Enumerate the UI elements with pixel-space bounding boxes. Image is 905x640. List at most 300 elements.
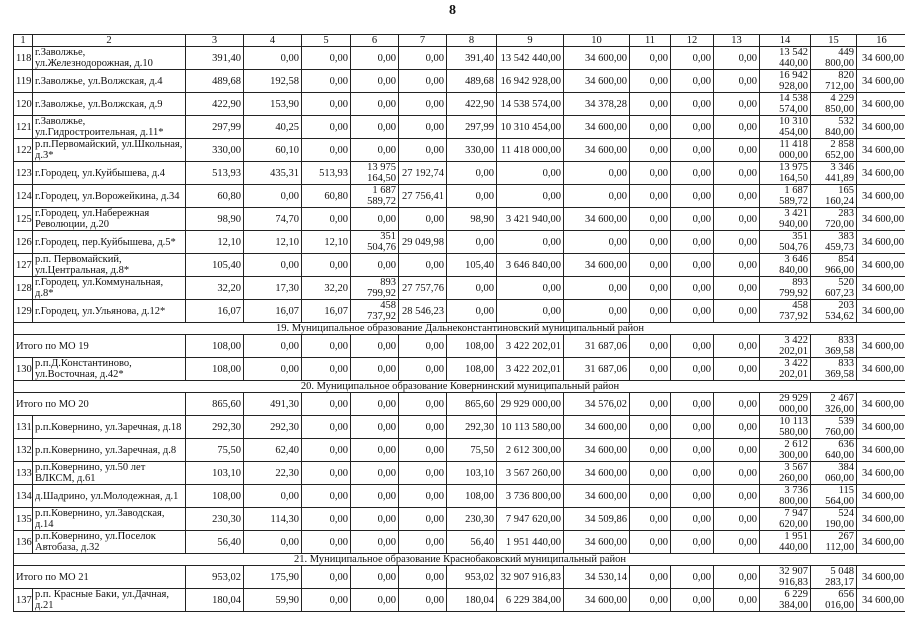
table-cell: 5 048 283,17 [811,566,857,589]
table-cell: 34 600,00 [857,462,905,485]
table-row [14,277,905,300]
table-cell: 0,00 [302,208,351,231]
table-cell: 34 600,00 [857,139,905,162]
table-row [14,462,905,485]
table-cell: 0,00 [399,531,447,554]
table-cell: 2 467 326,00 [811,393,857,416]
table-row [14,70,905,93]
table-cell: 34 530,14 [564,566,630,589]
table-cell: 458 737,92 [351,300,399,323]
table-cell: 12,10 [302,231,351,254]
table-cell: 3 422 202,01 [497,358,564,381]
table-cell: 297,99 [186,116,244,139]
table-row [14,485,905,508]
table-cell: 34 600,00 [857,277,905,300]
table-cell: 0,00 [302,508,351,531]
table-cell: 12,10 [186,231,244,254]
table-cell: 0,00 [351,531,399,554]
table-cell: 0,00 [714,231,760,254]
table-cell: 0,00 [671,508,714,531]
row-number: 120 [14,93,33,116]
address-cell: г.Городец, ул.Набережная Революции, д.20 [33,208,186,231]
section-title: 19. Муниципальное образование Дальнеконстантиновский муниципальный район [14,323,905,335]
table-cell: 16 942 928,00 [497,70,564,93]
row-number: 129 [14,300,33,323]
table-cell: 458 737,92 [760,300,811,323]
table-cell: 203 534,62 [811,300,857,323]
table-cell: 0,00 [630,335,671,358]
table-cell: 34 600,00 [857,416,905,439]
column-header: 4 [244,35,302,47]
table-cell: 56,40 [447,531,497,554]
table-cell: 10 310 454,00 [497,116,564,139]
table-cell: 115 564,00 [811,485,857,508]
table-cell: 0,00 [399,358,447,381]
row-number: 121 [14,116,33,139]
column-header: 10 [564,35,630,47]
table-cell: 75,50 [186,439,244,462]
address-cell: г.Заволжье, ул.Волжская, д.9 [33,93,186,116]
table-cell: 0,00 [671,462,714,485]
table-cell: 0,00 [244,485,302,508]
table-cell: 383 459,73 [811,231,857,254]
table-cell: 0,00 [302,439,351,462]
table-cell: 105,40 [447,254,497,277]
table-cell: 34 600,00 [564,439,630,462]
address-cell: г.Заволжье, ул.Волжская, д.4 [33,70,186,93]
table-cell: 34 600,00 [564,485,630,508]
table-cell: 34 600,00 [857,70,905,93]
table-cell: 4 229 850,00 [811,93,857,116]
table-cell: 0,00 [302,70,351,93]
table-cell: 3 422 202,01 [760,335,811,358]
table-cell: 34 600,00 [857,508,905,531]
table-cell: 0,00 [351,462,399,485]
table-cell: 108,00 [447,335,497,358]
table-cell: 29 929 000,00 [760,393,811,416]
table-cell: 0,00 [671,254,714,277]
table-cell: 32,20 [302,277,351,300]
table-cell: 0,00 [244,254,302,277]
table-cell: 0,00 [630,93,671,116]
table-cell: 230,30 [447,508,497,531]
table-cell: 0,00 [630,439,671,462]
table-cell: 0,00 [630,47,671,70]
table-cell: 292,30 [447,416,497,439]
table-cell: 108,00 [447,485,497,508]
address-cell: р.п.Д.Константиново, ул.Восточная, д.42* [33,358,186,381]
table-cell: 0,00 [564,300,630,323]
column-header: 5 [302,35,351,47]
table-cell: 12,10 [244,231,302,254]
table-cell: 3 736 800,00 [497,485,564,508]
table-cell: 0,00 [630,254,671,277]
table-cell: 0,00 [399,93,447,116]
table-row [14,47,905,70]
table-cell: 0,00 [630,162,671,185]
total-row [14,393,905,416]
table-cell: 0,00 [671,439,714,462]
table-cell: 0,00 [714,335,760,358]
table-cell: 0,00 [399,335,447,358]
table-cell: 0,00 [302,462,351,485]
table-cell: 34 600,00 [857,485,905,508]
table-cell: 0,00 [671,277,714,300]
address-cell: р.п.Ковернино, ул.Заводская, д.14 [33,508,186,531]
table-cell: 283 720,00 [811,208,857,231]
table-cell: 0,00 [351,70,399,93]
table-cell: 0,00 [630,70,671,93]
row-number: 118 [14,47,33,70]
table-cell: 0,00 [302,335,351,358]
row-number: 133 [14,462,33,485]
table-cell: 3 422 202,01 [760,358,811,381]
column-header: 3 [186,35,244,47]
table-cell: 0,00 [714,358,760,381]
table-cell: 0,00 [497,300,564,323]
table-row [14,531,905,554]
table-cell: 0,00 [399,393,447,416]
address-cell: г.Заволжье, ул.Гидростроительная, д.11* [33,116,186,139]
table-cell: 0,00 [714,393,760,416]
table-cell: 31 687,06 [564,335,630,358]
table-cell: 34 600,00 [857,254,905,277]
table-cell: 532 840,00 [811,116,857,139]
table-cell: 27 757,76 [399,277,447,300]
table-cell: 34 600,00 [857,439,905,462]
table-cell: 175,90 [244,566,302,589]
row-number: 135 [14,508,33,531]
table-cell: 34 600,00 [857,566,905,589]
table-cell: 636 640,00 [811,439,857,462]
table-cell: 0,00 [399,566,447,589]
table-cell: 0,00 [351,116,399,139]
section-title: 20. Муниципальное образование Ковернинский муниципальный район [14,381,905,393]
table-cell: 108,00 [186,485,244,508]
table-cell: 0,00 [714,485,760,508]
column-header: 6 [351,35,399,47]
table-row [14,439,905,462]
table-cell: 0,00 [671,70,714,93]
table-cell: 0,00 [302,93,351,116]
table-cell: 34 600,00 [857,185,905,208]
row-number: 134 [14,485,33,508]
table-cell: 0,00 [630,589,671,612]
table-cell: 0,00 [671,139,714,162]
table-cell: 180,04 [447,589,497,612]
column-header: 9 [497,35,564,47]
table-cell: 0,00 [447,300,497,323]
table-cell: 75,50 [447,439,497,462]
table-cell: 0,00 [671,589,714,612]
address-cell: г.Городец, ул.Куйбышева, д.4 [33,162,186,185]
budget-table [13,34,905,612]
table-cell: 292,30 [186,416,244,439]
table-cell: 0,00 [399,47,447,70]
table-cell: 0,00 [630,485,671,508]
table-cell: 34 576,02 [564,393,630,416]
table-cell: 422,90 [186,93,244,116]
table-cell: 0,00 [399,139,447,162]
table-cell: 0,00 [399,485,447,508]
table-cell: 0,00 [630,566,671,589]
table-cell: 34 600,00 [564,416,630,439]
table-cell: 0,00 [244,531,302,554]
table-row [14,358,905,381]
table-cell: 34 600,00 [857,358,905,381]
table-cell: 34 600,00 [857,208,905,231]
table-cell: 0,00 [399,508,447,531]
column-header: 12 [671,35,714,47]
table-cell: 0,00 [630,508,671,531]
table-cell: 13 542 440,00 [760,47,811,70]
table-cell: 34 378,28 [564,93,630,116]
table-cell: 0,00 [447,185,497,208]
table-cell: 0,00 [399,254,447,277]
section-row [14,381,905,393]
page-number: 8 [449,3,456,18]
column-header: 16 [857,35,905,47]
table-cell: 32,20 [186,277,244,300]
table-cell: 98,90 [186,208,244,231]
table-cell: 31 687,06 [564,358,630,381]
table-row [14,208,905,231]
table-cell: 0,00 [399,416,447,439]
table-cell: 1 951 440,00 [760,531,811,554]
table-cell: 0,00 [302,393,351,416]
table-row [14,116,905,139]
table-cell: 0,00 [399,462,447,485]
column-header: 14 [760,35,811,47]
table-cell: 833 369,58 [811,335,857,358]
table-cell: 13 975 164,50 [760,162,811,185]
row-number: 119 [14,70,33,93]
table-cell: 0,00 [399,208,447,231]
table-cell: 56,40 [186,531,244,554]
table-cell: 0,00 [351,93,399,116]
table-cell: 0,00 [671,300,714,323]
table-cell: 0,00 [497,277,564,300]
table-cell: 103,10 [186,462,244,485]
table-cell: 330,00 [447,139,497,162]
column-header: 7 [399,35,447,47]
total-label: Итого по МО 20 [14,393,186,416]
address-cell: р.п.Первомайский, ул.Школьная, д.3* [33,139,186,162]
table-cell: 435,31 [244,162,302,185]
table-cell: 0,00 [714,439,760,462]
table-cell: 192,58 [244,70,302,93]
table-cell: 330,00 [186,139,244,162]
table-cell: 0,00 [302,589,351,612]
table-cell: 60,10 [244,139,302,162]
table-cell: 10 310 454,00 [760,116,811,139]
table-cell: 13 975 164,50 [351,162,399,185]
table-cell: 34 600,00 [857,162,905,185]
table-cell: 34 600,00 [857,335,905,358]
table-cell: 0,00 [399,589,447,612]
table-cell: 0,00 [630,208,671,231]
table-cell: 0,00 [497,231,564,254]
table-cell: 0,00 [497,185,564,208]
table-cell: 0,00 [714,300,760,323]
table-cell: 34 600,00 [564,116,630,139]
address-cell: г.Городец, ул.Коммунальная, д.8* [33,277,186,300]
table-cell: 0,00 [302,566,351,589]
table-cell: 0,00 [714,208,760,231]
row-number: 125 [14,208,33,231]
table-cell: 108,00 [186,358,244,381]
table-cell: 180,04 [186,589,244,612]
table-cell: 34 600,00 [857,589,905,612]
table-cell: 34 600,00 [564,254,630,277]
table-cell: 0,00 [714,462,760,485]
table-cell: 22,30 [244,462,302,485]
table-cell: 0,00 [447,162,497,185]
table-cell: 105,40 [186,254,244,277]
table-cell: 854 966,00 [811,254,857,277]
table-cell: 0,00 [714,116,760,139]
table-cell: 0,00 [630,358,671,381]
table-cell: 0,00 [351,335,399,358]
column-header: 11 [630,35,671,47]
table-cell: 6 229 384,00 [760,589,811,612]
table-cell: 0,00 [671,116,714,139]
table-cell: 0,00 [671,393,714,416]
table-row [14,231,905,254]
table-cell: 0,00 [714,531,760,554]
address-cell: р.п. Красные Баки, ул.Дачная, д.21 [33,589,186,612]
table-cell: 7 947 620,00 [497,508,564,531]
table-cell: 0,00 [399,439,447,462]
table-cell: 351 504,76 [760,231,811,254]
table-cell: 60,80 [186,185,244,208]
table-row [14,162,905,185]
total-label: Итого по МО 19 [14,335,186,358]
table-row [14,254,905,277]
table-cell: 16,07 [302,300,351,323]
table-cell: 0,00 [714,508,760,531]
total-row [14,335,905,358]
total-row [14,566,905,589]
table-cell: 108,00 [447,358,497,381]
table-cell: 656 016,00 [811,589,857,612]
row-number: 128 [14,277,33,300]
table-cell: 16 942 928,00 [760,70,811,93]
table-cell: 0,00 [714,93,760,116]
table-cell: 833 369,58 [811,358,857,381]
section-title: 21. Муниципальное образование Краснобаковский муниципальный район [14,554,905,566]
table-cell: 0,00 [714,185,760,208]
table-cell: 32 907 916,83 [760,566,811,589]
table-cell: 0,00 [351,508,399,531]
address-cell: д.Шадрино, ул.Молодежная, д.1 [33,485,186,508]
table-cell: 34 600,00 [564,589,630,612]
table-cell: 0,00 [302,47,351,70]
column-header: 2 [33,35,186,47]
table-cell: 449 800,00 [811,47,857,70]
table-cell: 0,00 [351,393,399,416]
table-cell: 0,00 [671,485,714,508]
table-cell: 391,40 [186,47,244,70]
table-cell: 0,00 [630,462,671,485]
table-cell: 953,02 [447,566,497,589]
address-cell: р.п.Ковернино, ул.50 лет ВЛКСМ, д.61 [33,462,186,485]
table-cell: 0,00 [671,531,714,554]
section-row [14,323,905,335]
row-number: 130 [14,358,33,381]
column-header: 1 [14,35,33,47]
table-cell: 0,00 [630,139,671,162]
table-cell: 0,00 [302,139,351,162]
address-cell: г.Заволжье, ул.Железнодорожная, д.10 [33,47,186,70]
table-cell: 13 542 440,00 [497,47,564,70]
table-cell: 0,00 [630,116,671,139]
table-cell: 0,00 [630,393,671,416]
table-cell: 0,00 [630,185,671,208]
table-cell: 351 504,76 [351,231,399,254]
table-row [14,93,905,116]
table-cell: 865,60 [447,393,497,416]
row-number: 127 [14,254,33,277]
table-row [14,589,905,612]
table-cell: 0,00 [714,277,760,300]
table-cell: 10 113 580,00 [497,416,564,439]
table-cell: 0,00 [714,416,760,439]
table-cell: 34 509,86 [564,508,630,531]
table-cell: 0,00 [671,185,714,208]
table-cell: 0,00 [351,208,399,231]
table-cell: 16,07 [186,300,244,323]
table-cell: 0,00 [630,531,671,554]
table-cell: 0,00 [302,116,351,139]
table-cell: 108,00 [186,335,244,358]
table-cell: 11 418 000,00 [497,139,564,162]
table-cell: 0,00 [447,231,497,254]
address-cell: р.п.Ковернино, ул.Заречная, д.8 [33,439,186,462]
table-cell: 40,25 [244,116,302,139]
table-cell: 0,00 [671,358,714,381]
table-cell: 0,00 [399,116,447,139]
table-cell: 34 600,00 [564,208,630,231]
table-cell: 893 799,92 [760,277,811,300]
table-cell: 0,00 [671,335,714,358]
table-cell: 62,40 [244,439,302,462]
table-cell: 0,00 [564,231,630,254]
table-cell: 953,02 [186,566,244,589]
table-cell: 59,90 [244,589,302,612]
table-cell: 297,99 [447,116,497,139]
table-cell: 17,30 [244,277,302,300]
table-row [14,508,905,531]
table-cell: 0,00 [351,47,399,70]
table-cell: 34 600,00 [857,47,905,70]
table-cell: 520 607,23 [811,277,857,300]
table-cell: 267 112,00 [811,531,857,554]
table-cell: 0,00 [714,47,760,70]
row-number: 137 [14,589,33,612]
table-cell: 0,00 [351,139,399,162]
table-cell: 165 160,24 [811,185,857,208]
table-cell: 34 600,00 [564,70,630,93]
table-cell: 0,00 [302,416,351,439]
table-cell: 7 947 620,00 [760,508,811,531]
table-cell: 0,00 [302,531,351,554]
table-cell: 34 600,00 [857,300,905,323]
address-cell: р.п. Первомайский, ул.Центральная, д.8* [33,254,186,277]
header-row [14,35,905,47]
row-number: 123 [14,162,33,185]
table-cell: 34 600,00 [564,462,630,485]
